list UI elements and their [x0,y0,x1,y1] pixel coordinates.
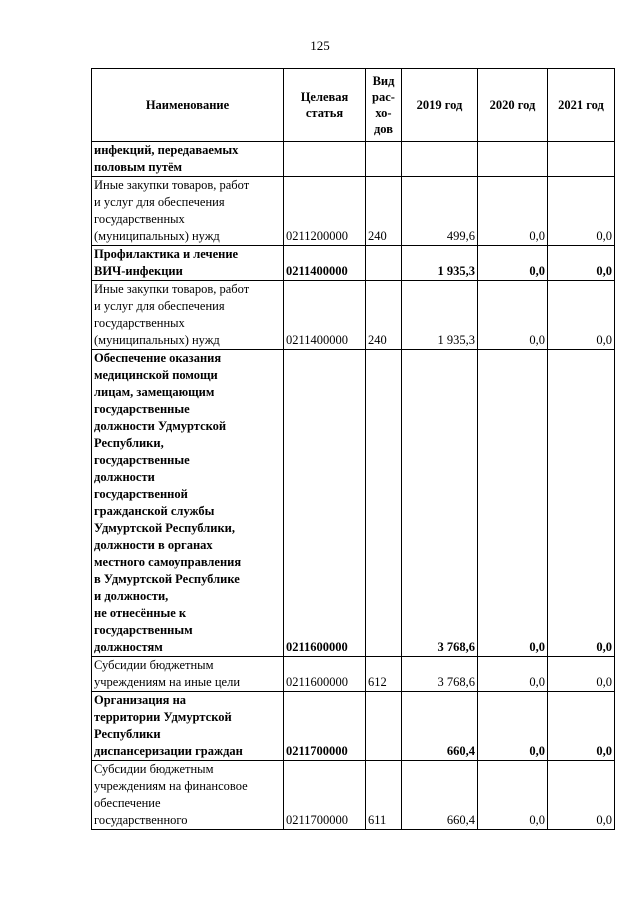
header-name: Наименование [92,69,284,142]
budget-table [91,68,615,830]
table-row [92,281,615,350]
cell-target: 0211700000 [284,761,366,830]
cell-name: Субсидии бюджетным учреждениям на финансовое обеспечение государственного [92,761,284,830]
cell-name: Профилактика и лечение ВИЧ-инфекции [92,246,284,281]
cell-type: 612 [366,657,402,692]
cell-2019: 660,4 [402,761,478,830]
cell-2021: 0,0 [548,177,615,246]
header-2019: 2019 год [402,69,478,142]
cell-type: 240 [366,177,402,246]
cell-2020: 0,0 [478,761,548,830]
cell-2021: 0,0 [548,246,615,281]
header-2021: 2021 год [548,69,615,142]
cell-2021: 0,0 [548,657,615,692]
page-number: 125 [310,38,330,53]
cell-2019: 660,4 [402,692,478,761]
cell-type [366,142,402,177]
cell-target: 0211600000 [284,350,366,657]
cell-target: 0211200000 [284,177,366,246]
cell-2019: 3 768,6 [402,657,478,692]
cell-2021: 0,0 [548,281,615,350]
cell-2019: 3 768,6 [402,350,478,657]
cell-type: 240 [366,281,402,350]
cell-type: 611 [366,761,402,830]
table-row [92,350,615,657]
cell-2021: 0,0 [548,692,615,761]
cell-2019: 499,6 [402,177,478,246]
cell-target: 0211400000 [284,281,366,350]
cell-2020: 0,0 [478,692,548,761]
cell-name: Иные закупки товаров, работ и услуг для обеспечения государственных (муниципальных) нужд [92,177,284,246]
cell-2020: 0,0 [478,281,548,350]
cell-2021: 0,0 [548,761,615,830]
header-type: Вид рас- хо- дов [366,69,402,142]
cell-target: 0211400000 [284,246,366,281]
cell-type [366,350,402,657]
cell-2021 [548,142,615,177]
cell-2020: 0,0 [478,350,548,657]
cell-name: Субсидии бюджетным учреждениям на иные цели [92,657,284,692]
cell-2019 [402,142,478,177]
cell-target: 0211700000 [284,692,366,761]
cell-name: Иные закупки товаров, работ и услуг для обеспечения государственных (муниципальных) нужд [92,281,284,350]
cell-name: Обеспечение оказания медицинской помощи лицам, замещающим государственные должности Удмуртской Республики, государственные должности государственной гражданской службы Удмуртской Республики, должности в органах местного самоуправления в Удмуртской Республике и должности, не отнесённые к государственным должностям [92,350,284,657]
cell-target: 0211600000 [284,657,366,692]
cell-2021: 0,0 [548,350,615,657]
cell-2020 [478,142,548,177]
table-row [92,246,615,281]
cell-name: инфекций, передаваемых половым путём [92,142,284,177]
table-row [92,692,615,761]
header-target: Целевая статья [284,69,366,142]
cell-target [284,142,366,177]
table-body [92,142,615,830]
table-row [92,177,615,246]
table-header-row [92,69,615,142]
cell-2020: 0,0 [478,657,548,692]
cell-2020: 0,0 [478,246,548,281]
table-row [92,657,615,692]
table-row [92,761,615,830]
table-row [92,142,615,177]
cell-2020: 0,0 [478,177,548,246]
cell-type [366,692,402,761]
cell-type [366,246,402,281]
header-2020: 2020 год [478,69,548,142]
cell-name: Организация на территории Удмуртской Республики диспансеризации граждан [92,692,284,761]
cell-2019: 1 935,3 [402,246,478,281]
cell-2019: 1 935,3 [402,281,478,350]
